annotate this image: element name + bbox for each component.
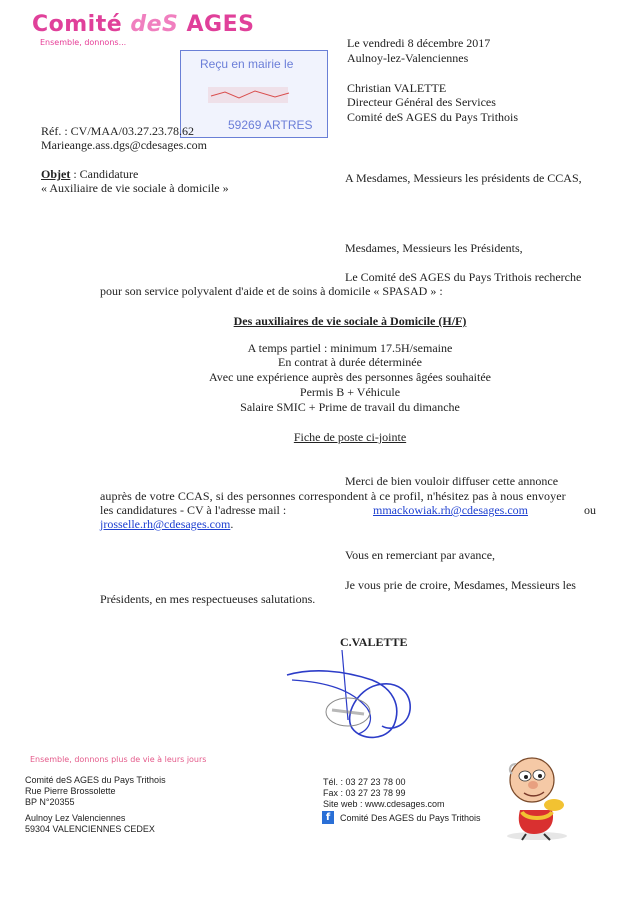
footer-tel: Tél. : 03 27 23 78 00 [323,777,406,787]
footer-web: Site web : www.cdesages.com [323,799,445,809]
logo-subtitle: Ensemble, donnons... [40,38,127,47]
stamp-date [205,82,295,108]
object-label: Objet [41,167,71,181]
address-line-2: Rue Pierre Brossolette [25,786,116,796]
recipient: A Mesdames, Messieurs les présidents de CCAS, [345,171,582,185]
footer-fax: Fax : 03 27 23 78 99 [323,788,406,798]
footer-facebook: Comité Des AGES du Pays Trithois [340,813,481,823]
stamp-date-scribble [205,82,295,108]
condition-2: En contrat à durée déterminée [278,355,422,369]
intro-line-2: pour son service polyvalent d'aide et de soins à domicile « SPASAD » : [100,284,443,298]
request-end: . [230,517,234,531]
facebook-icon: f [322,811,334,824]
footer-tagline: Ensemble, donnons plus de vie à leurs jours [30,755,207,764]
request-line-1: Merci de bien vouloir diffuser cette annonce [345,474,559,488]
address-line-1: Comité deS AGES du Pays Trithois [25,775,166,785]
address-line-4: Aulnoy Lez Valenciennes [25,813,126,823]
reference: Réf. : CV/MAA/03.27.23.78.62 [41,124,194,138]
email-link-1[interactable]: mmackowiak.rh@cdesages.com [373,503,528,517]
logo-part2: deS [130,12,179,37]
address-line-3: BP N°20355 [25,797,75,807]
address-line-5: 59304 VALENCIENNES CEDEX [25,824,155,834]
author-name: Christian VALETTE [347,81,447,95]
job-sheet-note: Fiche de poste ci-jointe [293,430,407,444]
thanks: Vous en remerciant par avance, [345,548,496,562]
email-link-2[interactable]: jrosselle.rh@cdesages.com [100,517,231,531]
logo-part3: AGES [178,12,255,37]
request-or: ou [584,503,596,517]
request-line-3-text: les candidatures - CV à l'adresse mail : [100,503,287,517]
mascot-illustration [492,750,582,842]
condition-5: Salaire SMIC + Prime de travail du dimanche [240,400,460,414]
stamp-received-label: Reçu en mairie le [200,57,294,71]
request-line-2: auprès de votre CCAS, si des personnes correspondent à ce profil, n'hésitez pas à nous envoyer [100,489,566,503]
condition-1: A temps partiel : minimum 17.5H/semaine [247,341,453,355]
letter-place: Aulnoy-lez-Valenciennes [347,51,469,65]
signature-name: C.VALETTE [340,635,408,649]
request-line-3 [100,503,597,517]
logo-part1: Comité [32,12,131,37]
logo-title [32,12,254,37]
sender-email: Marieange.ass.dgs@cdesages.com [41,138,207,152]
salutation: Mesdames, Messieurs les Présidents, [345,241,523,255]
request-line-4 [100,517,233,531]
object-detail: « Auxiliaire de vie sociale à domicile » [41,181,229,195]
job-heading: Des auxiliaires de vie sociale à Domicile (H/F) [233,314,467,328]
closing-line-1: Je vous prie de croire, Mesdames, Messieurs les [345,578,576,592]
closing-line-2: Présidents, en mes respectueuses salutations. [100,592,316,606]
intro-line-1: Le Comité deS AGES du Pays Trithois recherche [345,270,582,284]
stamp-postal: 59269 ARTRES [228,118,313,132]
condition-3: Avec une expérience auprès des personnes âgées souhaitée [209,370,491,384]
author-role: Directeur Général des Services [347,95,496,109]
author-org: Comité deS AGES du Pays Trithois [347,110,519,124]
condition-4: Permis B + Véhicule [299,385,401,399]
object-line [41,167,138,181]
handwritten-signature [282,630,432,750]
object-value: : Candidature [70,167,139,181]
letter-date: Le vendredi 8 décembre 2017 [347,36,491,50]
